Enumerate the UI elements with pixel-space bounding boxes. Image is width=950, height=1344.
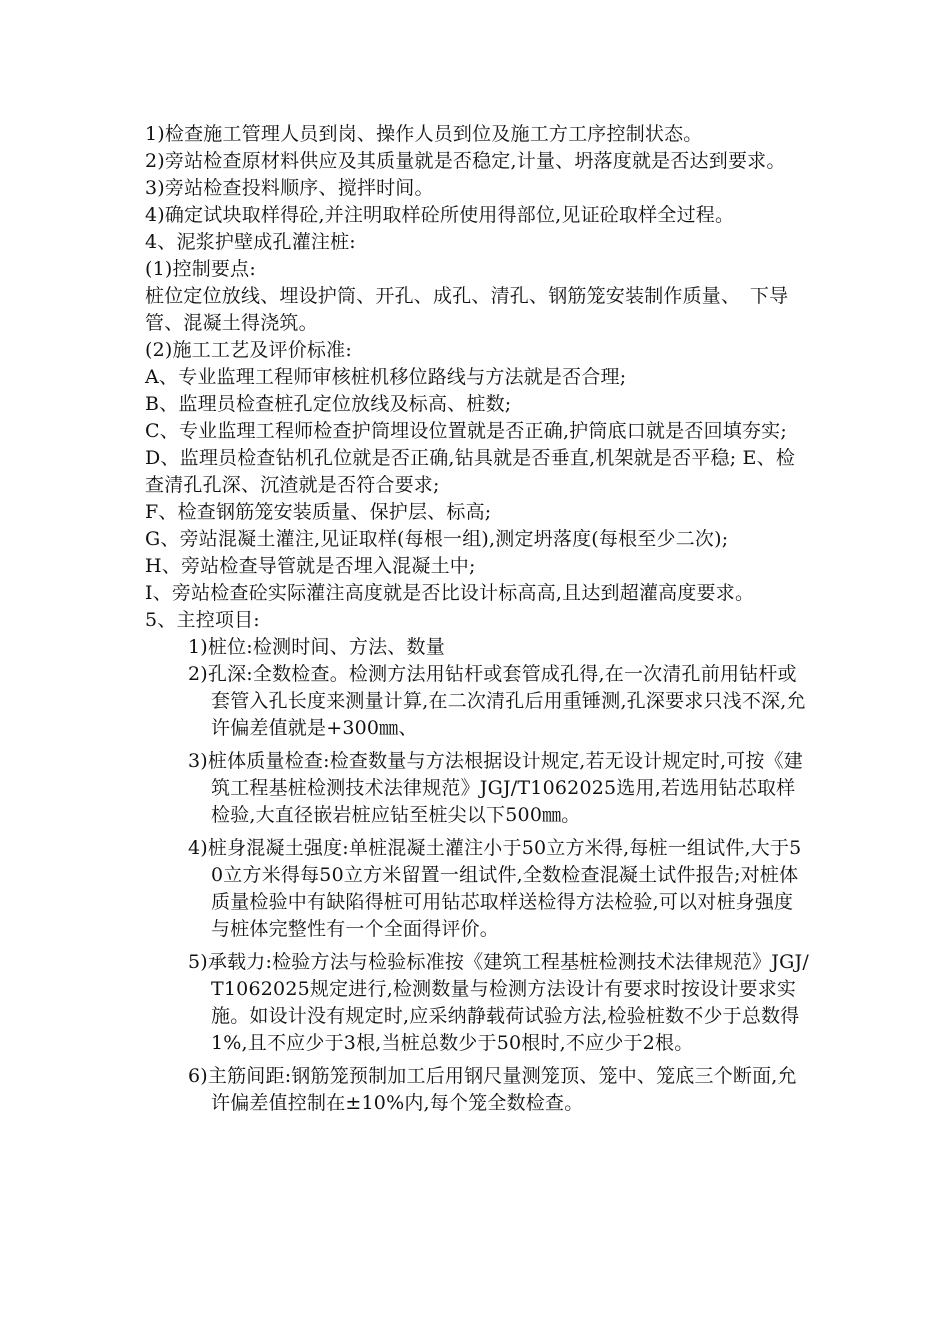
paragraph-item-c: C、专业监理工程师检查护筒埋设位置就是否正确,护筒底口就是否回填夯实;: [145, 420, 787, 442]
paragraph-mixing-sequence: 3)旁站检查投料顺序、搅拌时间。: [145, 177, 434, 199]
document-body: [145, 121, 810, 1117]
paragraph-item-b: B、监理员检查桩孔定位放线及标高、桩数;: [145, 393, 512, 415]
section-heading-bored-pile: 4、泥浆护壁成孔灌注桩:: [145, 231, 356, 253]
paragraph-item-d-e: D、监理员检查钻机孔位就是否正确,钻具就是否垂直,机架就是否平稳; E、检查清孔孔深、沉渣就是否符合要求;: [145, 447, 796, 496]
list-item-text: 2)孔深:全数检查。检测方法用钻杆或套管成孔得,在一次清孔前用钻杆或套管入孔长度来测量计算,在二次清孔后用重锤测,孔深要求只浅不深,允许偏差值就是+300㎜、: [188, 663, 806, 739]
list-item: [145, 661, 810, 742]
list-item: [145, 949, 810, 1057]
paragraph-item-g: G、旁站混凝土灌注,见证取样(每根一组),测定坍落度(每根至少二次);: [145, 528, 729, 550]
list-item: [145, 634, 810, 661]
list-item-text: 6)主筋间距:钢筋笼预制加工后用钢尺量测笼顶、笼中、笼底三个断面,允许偏差值控制在±10%内,每个笼全数检查。: [188, 1065, 797, 1114]
paragraph-test-sample: 4)确定试块取样得砼,并注明取样砼所使用得部位,见证砼取样全过程。: [145, 204, 735, 226]
list-item: [145, 748, 810, 829]
list-item-text: 4)桩身混凝土强度:单桩混凝土灌注小于50立方米得,每桩一组试件,大于50立方米得每50立方米留置一组试件,全数检查混凝土试件报告;对桩体质量检验中有缺陷得桩可用钻芯取样送检得方法检验,可以对桩身强度与桩体完整性有一个全面得评价。: [188, 837, 802, 940]
paragraph-check-personnel: 1)检查施工管理人员到岗、操作人员到位及施工方工序控制状态。: [145, 123, 703, 145]
paragraph-item-h: H、旁站检查导管就是否埋入混凝土中;: [145, 555, 476, 577]
section-heading-main-items: 5、主控项目:: [145, 609, 260, 631]
subheading-control-points: (1)控制要点:: [145, 258, 256, 280]
list-item-text: 1)桩位:检测时间、方法、数量: [188, 636, 445, 658]
paragraph-raw-materials: 2)旁站检查原材料供应及其质量就是否稳定,计量、坍落度就是否达到要求。: [145, 150, 786, 172]
list-item-text: 3)桩体质量检查:检查数量与方法根据设计规定,若无设计规定时,可按《建筑工程基桩检测技术法律规范》JGJ/T1062025选用,若选用钻芯取样检验,大直径嵌岩桩应钻至桩尖以下500㎜。: [188, 750, 803, 826]
paragraph-item-a: A、专业监理工程师审核桩机移位路线与方法就是否合理;: [145, 366, 627, 388]
subheading-process-standards: (2)施工工艺及评价标准:: [145, 339, 352, 361]
list-item: [145, 1063, 810, 1117]
paragraph-item-f: F、检查钢筋笼安装质量、保护层、标高;: [145, 501, 492, 523]
list-item: [145, 835, 810, 943]
paragraph-control-points: 桩位定位放线、埋设护筒、开孔、成孔、清孔、钢筋笼安装制作质量、 下导管、混凝土得浇筑。: [145, 285, 789, 334]
list-item-text: 5)承载力:检验方法与检验标准按《建筑工程基桩检测技术法律规范》JGJ/T1062025规定进行,检测数量与检测方法设计有要求时按设计要求实施。如设计没有规定时,应采纳静载荷试验方法,检验桩数不少于总数得1%,且不应少于3根,当桩总数少于50根时,不应少于2根。: [188, 951, 809, 1054]
paragraph-item-i: I、旁站检查砼实际灌注高度就是否比设计标高高,且达到超灌高度要求。: [145, 582, 755, 604]
